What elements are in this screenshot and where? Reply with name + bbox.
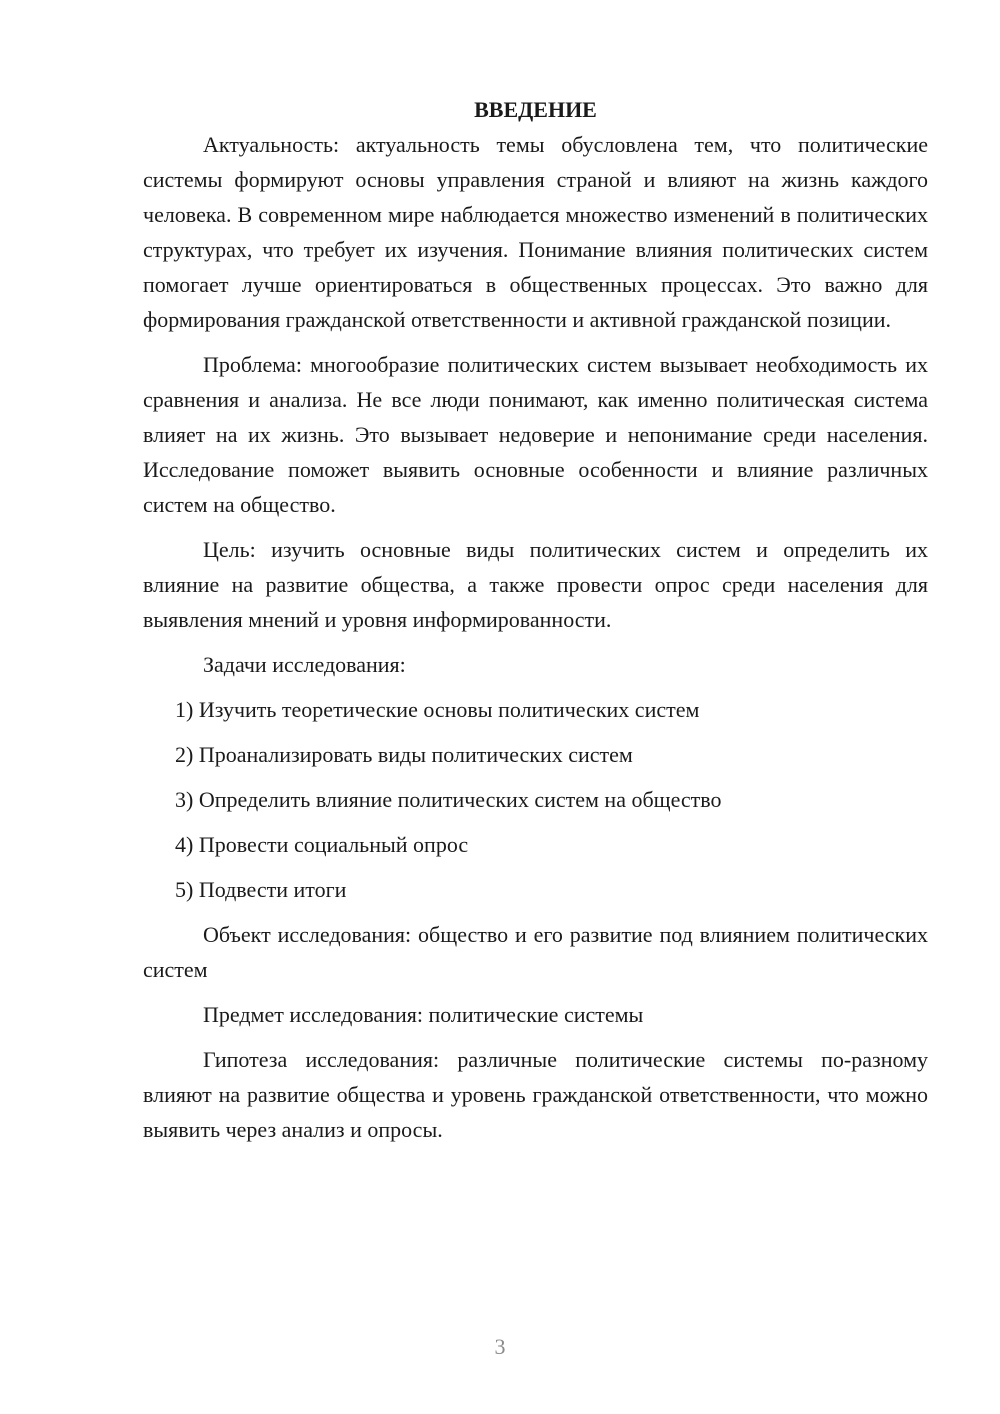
- goal-paragraph: Цель: изучить основные виды политических систем и определить их влияние на развитие общества, а также провести опрос среди населения для выявления мнений и уровня информированности.: [143, 537, 928, 632]
- page-title: ВВЕДЕНИЕ: [474, 97, 597, 122]
- list-item: 5) Подвести итоги: [175, 877, 347, 902]
- list-item: 1) Изучить теоретические основы политических систем: [175, 697, 700, 722]
- problem-paragraph: Проблема: многообразие политических систем вызывает необходимость их сравнения и анализа. Не все люди понимают, как именно политическая система влияет на их жизнь. Это вызывает недоверие и непонимание среди населения. Исследование поможет выявить основные особенности и влияние различных систем на общество.: [143, 352, 928, 517]
- document-page: [143, 95, 928, 1157]
- list-item: 2) Проанализировать виды политических систем: [175, 742, 633, 767]
- subject-paragraph: Предмет исследования: политические системы: [203, 1002, 644, 1027]
- tasks-list: [143, 692, 928, 907]
- tasks-heading: Задачи исследования:: [203, 652, 406, 677]
- list-item: 3) Определить влияние политических систем на общество: [175, 787, 722, 812]
- list-item: 4) Провести социальный опрос: [175, 832, 469, 857]
- object-paragraph: Объект исследования: общество и его развитие под влиянием политических систем: [143, 922, 928, 982]
- relevance-paragraph: Актуальность: актуальность темы обусловлена тем, что политические системы формируют основы управления страной и влияют на жизнь каждого человека. В современном мире наблюдается множество изменений в политических структурах, что требует их изучения. Понимание влияния политических систем помогает лучше ориентироваться в общественных процессах. Это важно для формирования гражданской ответственности и активной гражданской позиции.: [143, 132, 928, 332]
- page-number: 3: [494, 1334, 506, 1359]
- hypothesis-paragraph: Гипотеза исследования: различные политические системы по-разному влияют на развитие общества и уровень гражданской ответственности, что можно выявить через анализ и опросы.: [143, 1047, 928, 1142]
